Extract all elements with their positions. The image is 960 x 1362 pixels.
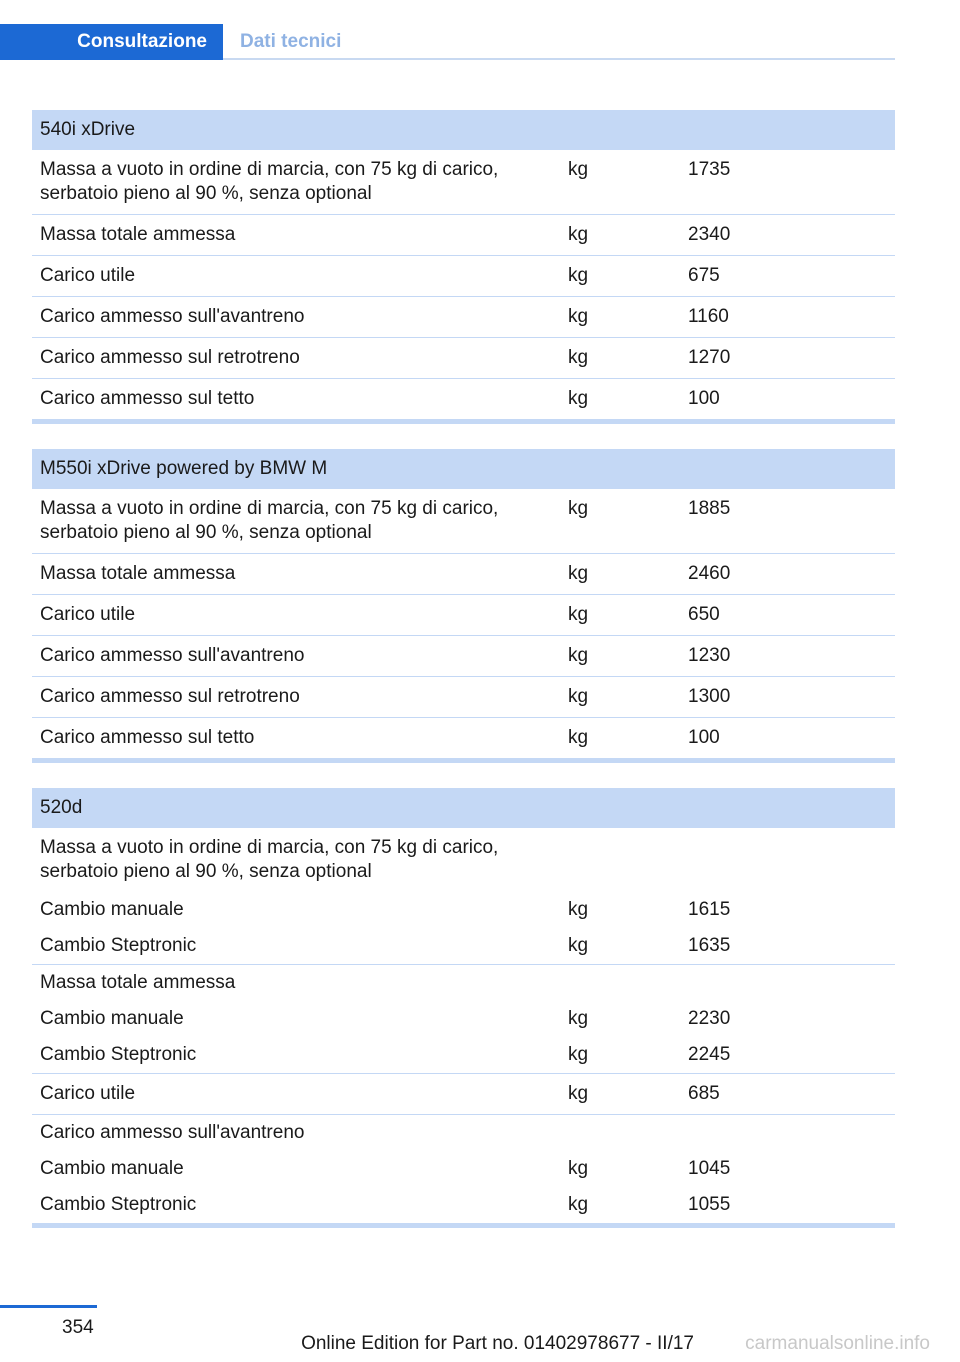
row-unit: kg [550, 1187, 680, 1226]
row-label: Carico ammesso sul retrotreno [32, 338, 550, 379]
row-label: Carico ammesso sul tetto [32, 718, 550, 761]
row-unit: kg [550, 928, 680, 965]
tab-dati-tecnici[interactable]: Dati tecnici [240, 31, 342, 52]
row-value: 1270 [680, 338, 895, 379]
header-tabs [0, 24, 895, 60]
row-label: Cambio Steptronic [32, 1037, 550, 1074]
row-label: Cambio manuale [40, 1158, 184, 1179]
row-label: Carico ammesso sull'avantreno [40, 1122, 305, 1143]
row-unit: kg [550, 554, 680, 595]
row-label: Massa a vuoto in ordine di marcia, con 75 kg di carico, serbatoio pieno al 90 %, senza optional [32, 489, 550, 554]
row-value: 685 [680, 1074, 895, 1115]
row-unit: kg [550, 379, 680, 422]
table-row [32, 928, 895, 965]
row-value: 2230 [688, 1008, 731, 1029]
table-row [32, 892, 895, 928]
table-row [32, 489, 895, 554]
row-unit: kg [550, 677, 680, 718]
table-row [32, 1115, 895, 1152]
watermark: carmanualsonline.info [745, 1333, 930, 1354]
row-label: Massa a vuoto in ordine di marcia, con 75 kg di carico, serbatoio pieno al 90 %, senza optional [40, 837, 499, 882]
row-unit: kg [550, 256, 680, 297]
table-row [32, 965, 895, 1002]
row-label: Massa totale ammessa [32, 215, 550, 256]
table-row [32, 1037, 895, 1074]
row-unit: kg [550, 1074, 680, 1115]
row-value [680, 1115, 895, 1152]
header-divider [223, 58, 895, 60]
row-value: 1160 [680, 297, 895, 338]
page-number: 354 [62, 1317, 94, 1338]
row-value: 1635 [680, 928, 895, 965]
row-value: 675 [680, 256, 895, 297]
table-row [32, 718, 895, 761]
row-unit [550, 828, 680, 892]
table-row [32, 636, 895, 677]
row-value: 1885 [680, 489, 895, 554]
row-label: Carico utile [32, 595, 550, 636]
row-value: 1055 [680, 1187, 895, 1226]
table-row [32, 828, 895, 892]
table-row [32, 595, 895, 636]
row-label: Cambio manuale [40, 1008, 184, 1029]
spec-table-520d [32, 788, 895, 1228]
row-unit: kg [550, 215, 680, 256]
table-title: M550i xDrive powered by BMW M [32, 449, 895, 489]
table-row [32, 379, 895, 422]
row-value: 100 [680, 718, 895, 761]
table-row [32, 1151, 895, 1187]
table-title: 520d [32, 788, 895, 828]
row-value: 1300 [680, 677, 895, 718]
row-label: Carico ammesso sull'avantreno [32, 636, 550, 677]
row-label: Cambio manuale [40, 899, 184, 920]
table-row [32, 256, 895, 297]
row-unit: kg [550, 297, 680, 338]
row-value: 100 [680, 379, 895, 422]
row-value [680, 828, 895, 892]
page-number-bar [0, 1305, 97, 1308]
row-label: Massa a vuoto in ordine di marcia, con 75 kg di carico, serbatoio pieno al 90 %, senza optional [32, 150, 550, 215]
row-unit: kg [568, 899, 589, 920]
edition-text: Online Edition for Part no. 01402978677 - II/17 [301, 1333, 694, 1354]
row-unit: kg [550, 489, 680, 554]
table-row [32, 338, 895, 379]
row-label: Cambio Steptronic [32, 928, 550, 965]
row-label: Carico ammesso sull'avantreno [32, 297, 550, 338]
row-label: Massa totale ammessa [40, 972, 236, 993]
row-value: 1615 [688, 899, 731, 920]
row-value: 650 [680, 595, 895, 636]
spec-table-540i [32, 110, 895, 424]
row-label: Massa totale ammessa [32, 554, 550, 595]
row-value: 2245 [680, 1037, 895, 1074]
table-row [32, 1001, 895, 1037]
row-unit: kg [550, 150, 680, 215]
row-unit [550, 1115, 680, 1152]
row-value: 1735 [680, 150, 895, 215]
table-row [32, 1187, 895, 1226]
row-label: Carico ammesso sul retrotreno [32, 677, 550, 718]
row-value [680, 965, 895, 1002]
table-row [32, 215, 895, 256]
row-unit: kg [550, 718, 680, 761]
row-unit: kg [550, 1037, 680, 1074]
row-label: Cambio Steptronic [32, 1187, 550, 1226]
table-row [32, 150, 895, 215]
row-value: 1230 [680, 636, 895, 677]
table-title: 540i xDrive [32, 110, 895, 150]
table-row [32, 677, 895, 718]
table-row [32, 554, 895, 595]
row-unit: kg [550, 595, 680, 636]
tab-consultazione[interactable]: Consultazione [0, 24, 223, 60]
row-unit [550, 965, 680, 1002]
row-label: Carico ammesso sul tetto [32, 379, 550, 422]
row-value: 2460 [680, 554, 895, 595]
table-row [32, 297, 895, 338]
row-unit: kg [568, 1008, 589, 1029]
row-unit: kg [568, 1158, 589, 1179]
row-label: Carico utile [32, 256, 550, 297]
row-value: 1045 [688, 1158, 731, 1179]
spec-table-m550i [32, 449, 895, 763]
row-label: Carico utile [32, 1074, 550, 1115]
row-unit: kg [550, 338, 680, 379]
row-unit: kg [550, 636, 680, 677]
table-row [32, 1074, 895, 1115]
row-value: 2340 [680, 215, 895, 256]
